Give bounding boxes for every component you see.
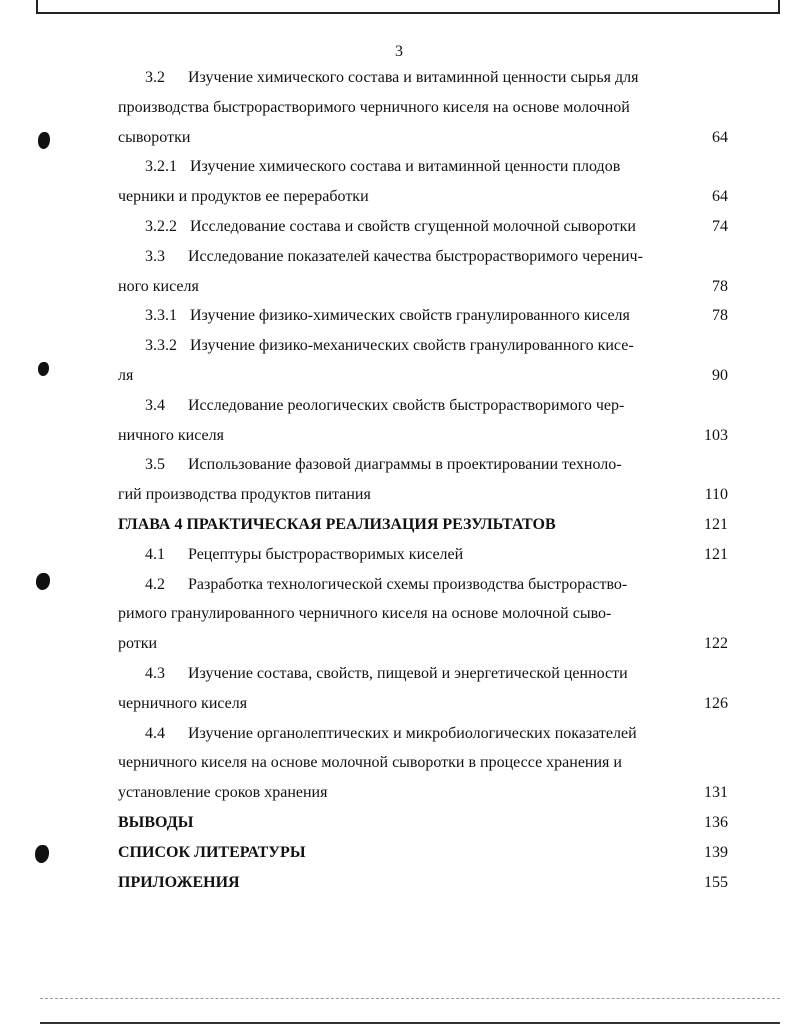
toc-entry-title: Исследование показателей качества быстрорастворимого черенич- — [188, 247, 643, 265]
toc-entry-title: Изучение физико-химических свойств гранулированного киселя — [190, 307, 630, 325]
toc-entry-title: сыворотки — [118, 128, 191, 146]
toc-chapter-title: ПРИЛОЖЕНИЯ — [118, 873, 240, 891]
toc-page-number: 126 — [704, 694, 728, 712]
toc-page-number: 136 — [704, 814, 728, 831]
toc-entry-number: 4.1 — [145, 545, 165, 563]
toc-entry-title: Исследование состава и свойств сгущенной молочной сыворотки — [190, 218, 636, 235]
scan-edge — [36, 0, 780, 14]
toc-entry-title: черничного киселя на основе молочной сыворотки в процессе хранения и — [118, 754, 622, 772]
toc-page-number: 78 — [712, 277, 728, 295]
toc-entry-title: черники и продуктов ее переработки — [118, 188, 369, 206]
toc-entry-number: 3.5 — [145, 456, 165, 474]
scan-artifact-line — [40, 998, 780, 999]
page-number: 3 — [395, 43, 403, 60]
toc-page-number: 122 — [704, 635, 728, 653]
toc-entry-title: римого гранулированного черничного киселя на основе молочной сыво- — [118, 605, 612, 623]
toc-entry-title: Изучение химического состава и витаминной ценности плодов — [190, 158, 621, 176]
toc-entry-number: 4.4 — [145, 724, 165, 742]
toc-entry-number: 4.3 — [145, 665, 165, 682]
toc-entry-number: 4.2 — [145, 575, 165, 593]
toc-entry-number: 3.2 — [145, 69, 165, 86]
toc-entry-title: гий производства продуктов питания — [118, 486, 371, 504]
toc-page-number: 121 — [704, 545, 728, 563]
toc-entry-title: Использование фазовой диаграммы в проектировании техноло- — [188, 456, 622, 474]
toc-entry-title: ничного киселя — [118, 426, 224, 444]
toc-entry-title: Изучение химического состава и витаминной ценности сырья для — [188, 69, 639, 86]
toc-entry-number: 3.3.1 — [145, 307, 177, 325]
scan-artifact-line — [40, 1022, 780, 1024]
toc-entry-title: ля — [118, 367, 134, 384]
toc-page-number: 64 — [712, 188, 728, 206]
toc-entry-title: черничного киселя — [118, 694, 248, 712]
toc-chapter-title: ВЫВОДЫ — [118, 814, 194, 831]
toc-page-number: 78 — [712, 307, 728, 325]
toc-chapter-title: ГЛАВА 4 ПРАКТИЧЕСКАЯ РЕАЛИЗАЦИЯ РЕЗУЛЬТАТОВ — [118, 516, 556, 533]
toc-entry-number: 3.2.2 — [145, 218, 177, 235]
toc-page-number: 131 — [704, 784, 728, 802]
toc-page-number: 90 — [712, 367, 728, 384]
toc-page-number: 110 — [704, 486, 728, 504]
toc-page-number: 103 — [704, 426, 728, 444]
toc-entry-number: 3.3.2 — [145, 337, 177, 355]
toc-page-number: 155 — [704, 873, 728, 891]
toc-entry-title: Исследование реологических свойств быстрорастворимого чер- — [188, 396, 625, 414]
toc-entry-title: Изучение физико-механических свойств гранулированного кисе- — [190, 337, 634, 355]
toc-entry-number: 3.2.1 — [145, 158, 177, 176]
toc-entry-number: 3.3 — [145, 247, 165, 265]
toc-entry-title: Разработка технологической схемы производства быстрораство- — [188, 575, 628, 593]
toc-entry-title: Рецептуры быстрорастворимых киселей — [188, 545, 464, 563]
toc-page-number: 139 — [704, 843, 728, 861]
binder-hole-mark — [38, 132, 50, 149]
toc-entry-title: производства быстрорастворимого черничного киселя на основе молочной — [118, 98, 630, 116]
binder-hole-mark — [35, 845, 49, 863]
toc-entry-number: 3.4 — [145, 396, 165, 414]
binder-hole-mark — [38, 362, 49, 376]
toc-chapter-title: СПИСОК ЛИТЕРАТУРЫ — [118, 843, 306, 861]
toc-page-number: 121 — [704, 516, 728, 533]
toc-entry-title: Изучение состава, свойств, пищевой и энергетической ценности — [188, 665, 628, 682]
toc-entry-title: установление сроков хранения — [118, 784, 328, 802]
toc-page-number: 64 — [712, 128, 728, 146]
toc-entry-title: ротки — [118, 635, 158, 653]
toc-page-number: 74 — [712, 218, 728, 235]
toc-entry-title: Изучение органолептических и микробиологических показателей — [188, 724, 637, 742]
toc-entry-title: ного киселя — [118, 277, 199, 295]
binder-hole-mark — [36, 573, 50, 590]
